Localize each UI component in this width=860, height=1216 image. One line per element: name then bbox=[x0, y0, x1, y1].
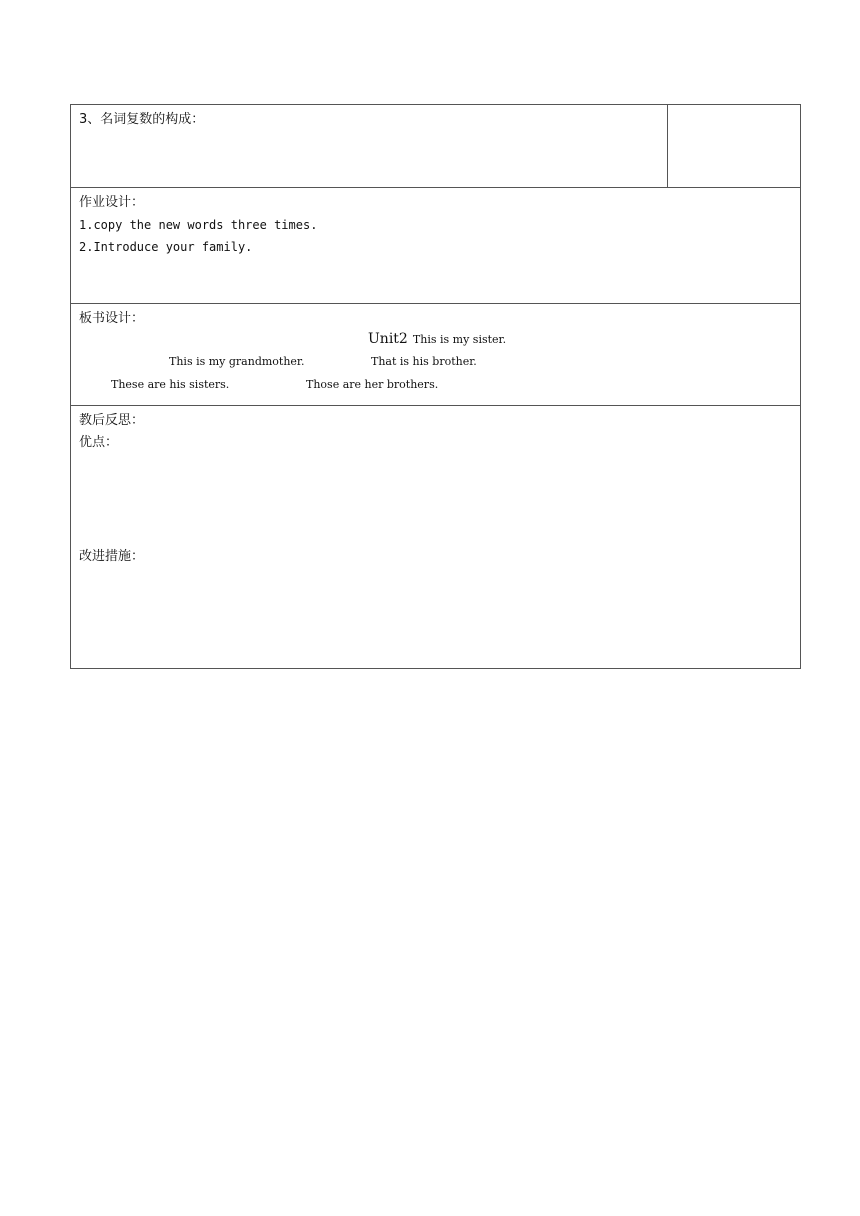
board-line-2-left-wrap bbox=[169, 352, 304, 370]
reflection-heading: 教后反思： bbox=[79, 413, 145, 428]
board-line-3-right-wrap bbox=[306, 375, 438, 393]
board-line-2-left: This is my grandmother. bbox=[169, 355, 305, 368]
board-line-3-right: Those are her brothers. bbox=[306, 378, 439, 391]
board-design-heading: 板书设计： bbox=[79, 311, 145, 326]
board-line-3-left-wrap bbox=[111, 375, 229, 393]
strengths-label: 优点： bbox=[79, 435, 119, 450]
homework-item-1: 1.copy the new words three times. bbox=[79, 218, 318, 232]
improvements-label: 改进措施： bbox=[79, 549, 145, 564]
homework-item-2: 2.Introduce your family. bbox=[79, 240, 253, 254]
board-line-2-right-wrap bbox=[371, 352, 477, 370]
noun-plural-row bbox=[71, 105, 800, 188]
lesson-plan-table bbox=[70, 104, 801, 669]
homework-row bbox=[71, 188, 800, 304]
board-line-3-left: These are his sisters. bbox=[111, 378, 230, 391]
empty-side-cell bbox=[668, 105, 800, 187]
board-unit-title: Unit2 bbox=[368, 331, 408, 347]
board-design-row bbox=[71, 304, 800, 406]
reflection-row bbox=[71, 406, 800, 668]
noun-plural-heading: 3、名词复数的构成： bbox=[79, 112, 205, 127]
board-unit-line bbox=[368, 330, 506, 348]
board-unit-sentence: This is my sister. bbox=[412, 333, 507, 346]
noun-plural-cell bbox=[71, 105, 668, 187]
homework-heading: 作业设计： bbox=[79, 195, 145, 210]
strengths-space bbox=[79, 454, 792, 546]
board-line-2-right: That is his brother. bbox=[371, 355, 477, 368]
